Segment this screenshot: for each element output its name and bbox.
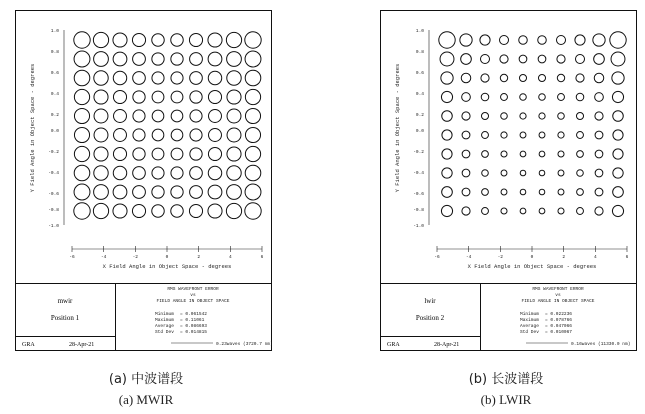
mwir-field-circle xyxy=(171,129,183,141)
lwir-xtick-1: -4 xyxy=(465,255,472,260)
mwir-field-circle xyxy=(94,185,109,200)
mwir-field-circle xyxy=(208,204,222,218)
mwir-field-circle xyxy=(152,129,164,141)
mwir-field-circle xyxy=(227,71,241,85)
lwir-field-circle xyxy=(520,170,526,176)
lwir-stat-avg-value: = 0.047066 xyxy=(545,324,573,329)
lwir-field-circle xyxy=(594,54,605,65)
mwir-field-circle xyxy=(74,108,89,123)
mwir-field-circle xyxy=(209,129,222,142)
lwir-field-circle xyxy=(576,112,583,119)
mwir-field-circle xyxy=(74,165,90,181)
mwir-field-circle xyxy=(245,184,261,200)
lwir-field-circle xyxy=(520,189,526,195)
mwir-field-circle xyxy=(113,147,126,160)
mwir-field-circle xyxy=(171,110,183,122)
lwir-field-circle xyxy=(595,169,603,177)
lwir-field-circle xyxy=(556,35,565,44)
lwir-field-circle xyxy=(461,54,472,65)
lwir-stat-min-value: = 0.022236 xyxy=(545,312,573,317)
mwir-field-circle xyxy=(113,90,126,103)
lwir-field-circle xyxy=(480,35,490,45)
mwir-field-circle xyxy=(190,186,203,199)
lwir-field-circle xyxy=(595,131,603,139)
mwir-field-circle xyxy=(152,186,164,198)
lwir-field-circle xyxy=(500,55,508,63)
mwir-ytick-10: -1.0 xyxy=(48,224,59,229)
mwir-field-circle xyxy=(74,127,89,142)
mwir-field-circle xyxy=(245,146,260,161)
lwir-xtick-5: 4 xyxy=(593,255,597,260)
mwir-field-circle xyxy=(74,51,90,67)
mwir-field-circle xyxy=(208,166,221,179)
lwir-ytick-8: -0.6 xyxy=(413,192,424,197)
lwir-ytick-2: 0.6 xyxy=(415,71,424,76)
lwir-ytick-1: 0.8 xyxy=(415,50,424,55)
mwir-field-circle xyxy=(133,53,146,66)
mwir-field-circle xyxy=(74,32,90,48)
mwir-position-label: Position 1 xyxy=(50,314,80,322)
mwir-field-circle xyxy=(245,32,261,48)
lwir-ytick-10: -1.0 xyxy=(413,224,424,229)
lwir-field-circle xyxy=(538,74,545,81)
mwir-field-circle xyxy=(171,148,183,160)
lwir-field-circle xyxy=(558,113,565,120)
lwir-field-circle xyxy=(499,35,508,44)
mwir-xtick-5: 4 xyxy=(228,255,232,260)
mwir-field-circle xyxy=(190,72,203,85)
mwir-field-circle xyxy=(74,70,90,86)
lwir-field-circle xyxy=(519,55,527,63)
lwir-field-circle xyxy=(442,168,452,178)
mwir-field-circle xyxy=(133,186,146,199)
lwir-field-circle xyxy=(481,93,489,101)
mwir-field-circle xyxy=(132,33,145,46)
mwir-ytick-7: -0.4 xyxy=(48,171,59,176)
lwir-field-circle xyxy=(558,189,564,195)
lwir-field-circle xyxy=(594,73,604,83)
mwir-field-circle xyxy=(74,89,89,104)
mwir-field-circle xyxy=(227,128,241,142)
caption-mwir-cn: (a) 中波谱段 xyxy=(108,372,184,387)
lwir-field-circle xyxy=(539,189,545,195)
mwir-field-circle xyxy=(114,129,127,142)
mwir-field-circle xyxy=(208,52,222,66)
lwir-xtick-6: 6 xyxy=(625,255,629,260)
lwir-ytick-6: -0.2 xyxy=(413,150,424,155)
lwir-field-circle xyxy=(612,91,623,102)
lwir-field-circle xyxy=(575,35,585,45)
mwir-stats xyxy=(155,311,207,335)
mwir-stat-std-label: Std Dev xyxy=(155,330,174,335)
lwir-field-circle xyxy=(439,32,455,48)
lwir-stat-min-label: Minimum xyxy=(520,312,539,317)
lwir-field-circle xyxy=(462,207,470,215)
mwir-ytick-2: 0.6 xyxy=(50,71,59,76)
lwir-field-circle xyxy=(577,132,584,139)
mwir-field-circle xyxy=(113,33,127,47)
lwir-field-circle xyxy=(501,132,507,138)
mwir-field-circle xyxy=(94,128,108,142)
mwir-xtick-1: -4 xyxy=(100,255,107,260)
lwir-field-circle xyxy=(595,188,603,196)
lwir-field-circle xyxy=(577,151,584,158)
lwir-ytick-5: 0.0 xyxy=(415,129,424,134)
mwir-field-circle xyxy=(74,203,90,219)
mwir-field-circle xyxy=(208,33,222,47)
lwir-field-circle xyxy=(520,94,527,101)
lwir-field-circle xyxy=(481,112,488,119)
mwir-field-circle xyxy=(227,90,241,104)
lwir-xtick-3: 0 xyxy=(530,255,534,260)
mwir-x-axis-label: X Field Angle in Object Space - degrees xyxy=(102,263,232,270)
mwir-field-circle xyxy=(171,53,183,65)
lwir-scale-label: 0.16waves (11330.0 nm) xyxy=(571,342,631,347)
lwir-field-circle xyxy=(462,93,471,102)
lwir-stat-max-value: = 0.078766 xyxy=(545,318,573,323)
lwir-field-circle xyxy=(612,72,624,84)
lwir-field-circle xyxy=(520,113,526,119)
mwir-field-circle xyxy=(245,51,261,67)
mwir-xtick-2: -2 xyxy=(132,255,139,260)
lwir-x-axis-label: X Field Angle in Object Space - degrees xyxy=(467,263,597,270)
mwir-info-title-2: vs xyxy=(190,293,196,298)
mwir-field-circle xyxy=(74,146,89,161)
mwir-designer: GRA xyxy=(22,342,35,348)
lwir-field-circle xyxy=(611,52,625,66)
mwir-ytick-0: 1.0 xyxy=(50,29,59,34)
lwir-field-circle xyxy=(595,112,603,120)
mwir-field-circle xyxy=(113,204,127,218)
lwir-position-label: Position 2 xyxy=(415,314,445,322)
mwir-field-circle xyxy=(171,34,183,46)
mwir-y-axis-label: Y Field Angle in Object Space - degrees xyxy=(29,63,36,193)
mwir-field-circle xyxy=(113,71,126,84)
mwir-ytick-9: -0.8 xyxy=(48,208,59,213)
panel-lwir xyxy=(380,0,638,355)
mwir-ytick-8: -0.6 xyxy=(48,192,59,197)
lwir-field-circle xyxy=(576,74,584,82)
mwir-field-circle xyxy=(133,110,145,122)
mwir-xtick-4: 2 xyxy=(197,255,201,260)
lwir-field-circles xyxy=(439,32,626,217)
lwir-field-circle xyxy=(577,208,584,215)
lwir-field-circle xyxy=(441,72,453,84)
mwir-field-circle xyxy=(133,129,145,141)
mwir-date: 28-Apr-21 xyxy=(69,342,95,348)
lwir-field-circle xyxy=(440,52,454,66)
lwir-ytick-3: 0.4 xyxy=(415,92,424,97)
lwir-stat-avg-label: Average xyxy=(520,324,539,329)
mwir-field-circle xyxy=(152,205,164,217)
panel-mwir xyxy=(15,0,273,355)
mwir-field-circle xyxy=(152,148,164,160)
lwir-field-circle xyxy=(482,189,489,196)
mwir-field-circle xyxy=(227,185,242,200)
lwir-field-circle xyxy=(538,36,547,45)
mwir-field-circle xyxy=(152,34,164,46)
lwir-xtick-2: -2 xyxy=(497,255,504,260)
lwir-field-circle xyxy=(576,93,584,101)
mwir-field-circle xyxy=(208,185,222,199)
mwir-scale-label: 0.23waves (3720.7 nm) xyxy=(216,342,273,347)
mwir-field-circle xyxy=(133,91,145,103)
lwir-field-circle xyxy=(481,74,489,82)
mwir-field-circle xyxy=(114,110,127,123)
mwir-ytick-6: -0.2 xyxy=(48,150,59,155)
caption-lwir-en: (b) LWIR xyxy=(480,392,532,407)
lwir-field-circle xyxy=(610,32,626,48)
lwir-ytick-4: 0.2 xyxy=(415,113,424,118)
lwir-field-circle xyxy=(557,74,564,81)
mwir-field-circle xyxy=(209,110,222,123)
lwir-field-circle xyxy=(461,73,471,83)
lwir-field-circle xyxy=(501,113,508,120)
mwir-ytick-4: 0.2 xyxy=(50,113,59,118)
mwir-field-circle xyxy=(226,32,241,47)
lwir-field-circle xyxy=(501,151,507,157)
lwir-field-circle xyxy=(519,74,526,81)
mwir-field-circle xyxy=(190,91,202,103)
lwir-field-circle xyxy=(593,34,605,46)
caption-lwir-cn: (b) 长波谱段 xyxy=(468,372,544,387)
lwir-wavelength-label: lwir xyxy=(424,297,436,305)
mwir-field-circle xyxy=(245,108,260,123)
lwir-info-title-3: FIELD ANGLE IN OBJECT SPACE xyxy=(521,299,595,304)
mwir-x-ticks xyxy=(69,246,263,260)
lwir-field-circle xyxy=(575,54,584,63)
lwir-info-title-2: vs xyxy=(555,293,561,298)
lwir-field-circle xyxy=(538,55,546,63)
mwir-field-circle xyxy=(227,52,242,67)
mwir-plot-svg xyxy=(15,0,273,355)
mwir-field-circle xyxy=(208,147,221,160)
mwir-field-circle xyxy=(152,72,164,84)
mwir-field-circle xyxy=(93,203,108,218)
mwir-y-ticks xyxy=(48,28,59,229)
lwir-field-circle xyxy=(539,151,545,157)
lwir-field-circle xyxy=(480,54,489,63)
lwir-field-circle xyxy=(442,111,452,121)
mwir-field-circle xyxy=(152,167,164,179)
lwir-field-circle xyxy=(482,132,489,139)
mwir-field-circle xyxy=(133,167,146,180)
lwir-stat-std-label: Std Dev xyxy=(520,330,539,335)
lwir-field-circle xyxy=(595,207,603,215)
mwir-field-circle xyxy=(93,32,108,47)
mwir-stat-std-value: = 0.014815 xyxy=(180,330,208,335)
lwir-xtick-0: -6 xyxy=(434,255,440,260)
lwir-plot-svg xyxy=(380,0,638,355)
mwir-field-circle xyxy=(245,70,261,86)
lwir-field-circle xyxy=(501,189,507,195)
mwir-field-circle xyxy=(113,185,127,199)
lwir-field-circle xyxy=(462,150,470,158)
mwir-field-circle xyxy=(245,89,260,104)
lwir-info-title-1: RMS WAVEFRONT ERROR xyxy=(532,287,584,292)
mwir-field-circle xyxy=(245,127,260,142)
mwir-field-circle xyxy=(152,110,164,122)
lwir-field-circle xyxy=(595,93,604,102)
mwir-field-circle xyxy=(190,129,202,141)
mwir-xtick-0: -6 xyxy=(69,255,75,260)
mwir-field-circle xyxy=(190,148,202,160)
lwir-field-circle xyxy=(539,208,545,214)
lwir-field-circle xyxy=(519,36,528,45)
mwir-field-circle xyxy=(208,90,221,103)
mwir-field-circle xyxy=(94,52,109,67)
mwir-field-circle xyxy=(245,203,261,219)
lwir-field-circle xyxy=(539,132,545,138)
lwir-field-circle xyxy=(558,170,564,176)
mwir-field-circle xyxy=(208,71,221,84)
mwir-ytick-3: 0.4 xyxy=(50,92,59,97)
lwir-field-circle xyxy=(442,149,452,159)
mwir-field-circle xyxy=(94,166,108,180)
mwir-field-circle xyxy=(132,204,145,217)
lwir-designer: GRA xyxy=(387,342,400,348)
mwir-field-circle xyxy=(227,166,241,180)
lwir-field-circle xyxy=(501,208,507,214)
lwir-field-circle xyxy=(482,170,489,177)
mwir-field-circle xyxy=(189,33,202,46)
lwir-field-circle xyxy=(613,149,623,159)
mwir-field-circle xyxy=(190,110,202,122)
lwir-xtick-4: 2 xyxy=(562,255,566,260)
lwir-field-circle xyxy=(613,111,623,121)
lwir-date: 28-Apr-21 xyxy=(434,342,460,348)
lwir-field-circle xyxy=(558,132,564,138)
lwir-field-circle xyxy=(482,208,489,215)
lwir-stat-std-value: = 0.010067 xyxy=(545,330,573,335)
lwir-field-circle xyxy=(577,170,584,177)
mwir-field-circle xyxy=(113,52,127,66)
lwir-field-circle xyxy=(613,168,623,178)
mwir-stat-avg-label: Average xyxy=(155,324,174,329)
mwir-field-circle xyxy=(227,147,241,161)
mwir-field-circle xyxy=(94,147,108,161)
mwir-field-circle xyxy=(133,148,145,160)
mwir-ytick-5: 0.0 xyxy=(50,129,59,134)
mwir-xtick-6: 6 xyxy=(260,255,264,260)
lwir-field-circle xyxy=(613,130,623,140)
lwir-field-circle xyxy=(462,112,470,120)
lwir-ytick-9: -0.8 xyxy=(413,208,424,213)
caption-mwir-en: (a) MWIR xyxy=(118,392,174,407)
mwir-field-circle xyxy=(171,72,183,84)
lwir-y-axis-label: Y Field Angle in Object Space - degrees xyxy=(394,63,401,193)
lwir-field-circle xyxy=(539,113,545,119)
mwir-stat-min-value: = 0.061542 xyxy=(180,312,208,317)
lwir-field-circle xyxy=(557,55,565,63)
mwir-info-title-1: RMS WAVEFRONT ERROR xyxy=(167,287,219,292)
mwir-stat-max-value: = 0.11061 xyxy=(180,318,205,323)
mwir-field-circle xyxy=(133,72,146,85)
mwir-field-circle xyxy=(245,165,261,181)
lwir-field-circle xyxy=(558,208,564,214)
mwir-field-circle xyxy=(190,167,203,180)
mwir-field-circle xyxy=(189,204,202,217)
mwir-field-circle xyxy=(152,91,164,103)
lwir-field-circle xyxy=(441,205,452,216)
mwir-info-title-3: FIELD ANGLE IN OBJECT SPACE xyxy=(156,299,230,304)
mwir-field-circles xyxy=(74,32,261,219)
lwir-field-circle xyxy=(612,205,623,216)
mwir-field-circle xyxy=(227,109,241,123)
mwir-xtick-3: 0 xyxy=(165,255,169,260)
mwir-ytick-1: 0.8 xyxy=(50,50,59,55)
lwir-field-circle xyxy=(539,170,545,176)
lwir-field-circle xyxy=(462,131,470,139)
lwir-field-circle xyxy=(520,151,526,157)
mwir-field-circle xyxy=(94,71,108,85)
mwir-field-circle xyxy=(152,53,164,65)
lwir-field-circle xyxy=(462,169,470,177)
mwir-field-circle xyxy=(94,109,108,123)
mwir-field-circle xyxy=(171,205,183,217)
mwir-stat-max-label: Maximum xyxy=(155,318,174,323)
mwir-field-circle xyxy=(171,186,183,198)
lwir-field-circle xyxy=(520,208,526,214)
lwir-field-circle xyxy=(462,188,470,196)
lwir-field-circle xyxy=(539,94,546,101)
lwir-field-circle xyxy=(500,74,507,81)
lwir-field-circle xyxy=(520,132,526,138)
mwir-stat-avg-value: = 0.086693 xyxy=(180,324,208,329)
lwir-field-circle xyxy=(595,150,603,158)
lwir-field-circle xyxy=(501,94,508,101)
mwir-field-circle xyxy=(171,91,183,103)
mwir-field-circle xyxy=(190,53,203,66)
lwir-stats xyxy=(520,311,572,335)
mwir-wavelength-label: mwir xyxy=(57,297,73,305)
lwir-field-circle xyxy=(460,34,472,46)
mwir-stat-min-label: Minimum xyxy=(155,312,174,317)
lwir-field-circle xyxy=(558,151,564,157)
lwir-y-ticks xyxy=(413,28,424,229)
lwir-x-ticks xyxy=(434,246,628,260)
lwir-outer-frame xyxy=(381,11,637,351)
lwir-field-circle xyxy=(442,130,452,140)
lwir-field-circle xyxy=(501,170,507,176)
lwir-ytick-0: 1.0 xyxy=(415,29,424,34)
mwir-field-circle xyxy=(94,90,108,104)
lwir-field-circle xyxy=(558,94,565,101)
lwir-field-circle xyxy=(441,91,452,102)
lwir-field-circle xyxy=(613,187,624,198)
lwir-field-circle xyxy=(442,187,453,198)
lwir-ytick-7: -0.4 xyxy=(413,171,424,176)
mwir-field-circle xyxy=(226,203,241,218)
lwir-field-circle xyxy=(577,189,584,196)
lwir-field-circle xyxy=(482,151,489,158)
mwir-field-circle xyxy=(113,166,126,179)
mwir-field-circle xyxy=(171,167,183,179)
mwir-field-circle xyxy=(74,184,90,200)
lwir-stat-max-label: Maximum xyxy=(520,318,539,323)
